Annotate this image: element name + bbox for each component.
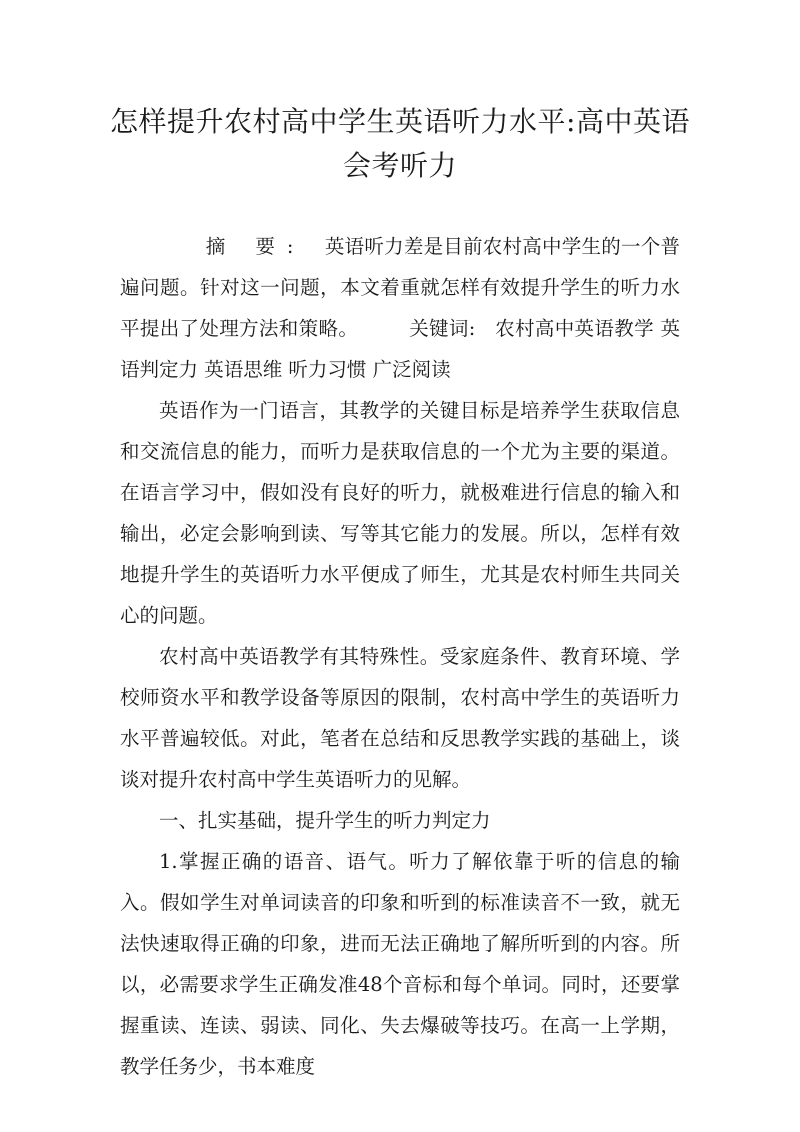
keywords-text: 农村高中英语教学 英语判定力 英语思维 听力习惯 广泛阅读 [120, 317, 680, 381]
document-body [120, 226, 680, 1087]
body-paragraph-pronunciation: 1.掌握正确的语音、语气。听力了解依靠于听的信息的输入。假如学生对单词读音的印象和听到的标准读音不一致，就无法快速取得正确的印象，进而无法正确地了解所听到的内容。所以，必需要求学生正确发准48个音标和每个单词。同时，还要掌握重读、连读、弱读、同化、失去爆破等技巧。在高一上学期，教学任务少，书本难度 [120, 850, 680, 1078]
body-paragraph-intro: 英语作为一门语言，其教学的关键目标是培养学生获取信息和交流信息的能力，而听力是获取信息的一个尤为主要的渠道。在语言学习中，假如没有良好的听力，就极难进行信息的输入和输出，必定会影响到读、写等其它能力的发展。所以，怎样有效地提升学生的英语听力水平便成了师生，尤其是农村师生共同关心的问题。 [120, 399, 680, 627]
abstract-text: 英语听力差是目前农村高中学生的一个普遍问题。针对这一问题，本文着重就怎样有效提升学生的听力水平提出了处理方法和策略。 [120, 235, 680, 340]
section-heading-1: 一、扎实基础，提升学生的听力判定力 [159, 809, 491, 832]
abstract-paragraph [120, 226, 680, 390]
keywords-label: 关键词: [408, 317, 476, 340]
abstract-label: 摘 要: [205, 235, 306, 258]
document-title: 怎样提升农村高中学生英语听力水平:高中英语会考听力 [110, 105, 690, 182]
body-paragraph-rural: 农村高中英语教学有其特殊性。受家庭条件、教育环境、学校师资水平和教学设备等原因的限制，农村高中学生的英语听力水平普遍较低。对此，笔者在总结和反思教学实践的基础上，谈谈对提升农村高中学生英语听力的见解。 [120, 645, 680, 791]
